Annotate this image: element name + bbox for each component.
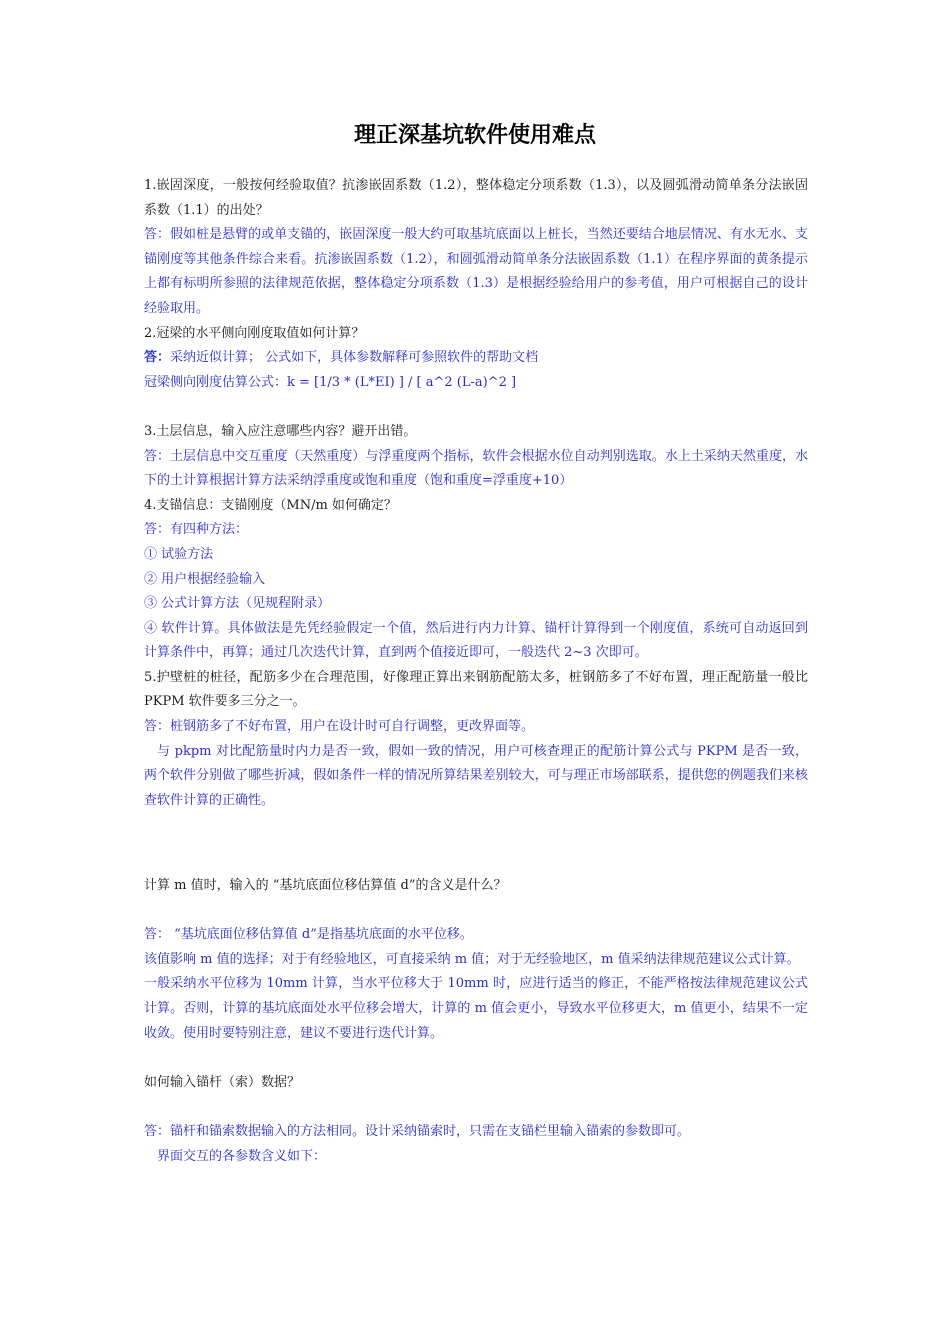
answer-1: 答：假如桩是悬臂的或单支锚的，嵌固深度一般大约可取基坑底面以上桩长，当然还要结合地层情况、有水无水、支锚刚度等其他条件综合来看。抗渗嵌固系数（1.2），和圆弧滑动简单条分法嵌固系数（1.1）在程序界面的黄条提示上都有标明所参照的法律规范依据，整体稳定分项系数（1.3）是根据经验给用户的参考值，用户可根据自己的设计经验取用。 [144,227,808,316]
answer-4-method-2: ② 用户根据经验输入 [144,571,266,587]
answer-2-prefix: 答： [144,350,171,366]
answer-4-method-4: ④ 软件计算。具体做法是先凭经验假定一个值，然后进行内力计算、锚杆计算得到一个刚度值，系统可自动返回到计算条件中，再算；通过几次迭代计算，直到两个值接近即可，一般迭代 2~3 次即可。 [144,620,808,661]
answer-4-intro: 答：有四种方法： [144,522,249,538]
answer-4-method-3: ③ 公式计算方法（见规程附录） [144,596,331,612]
answer-6-1: 答： “基坑底面位移估算值 d”是指基坑底面的水平位移。 [144,927,473,943]
answer-2 [144,346,808,371]
question-7: 如何输入锚杆（索）数据？ [144,1074,301,1090]
answer-6-2: 该值影响 m 值的选择；对于有经验地区，可直接采纳 m 值；对于无经验地区，m 值采纳法律规范建议公式计算。 [144,951,800,967]
spacer [144,849,808,874]
question-6: 计算 m 值时，输入的 “基坑底面位移估算值 d”的含义是什么？ [144,878,507,894]
question-2: 2.冠梁的水平侧向刚度取值如何计算？ [144,325,365,341]
spacer [144,1095,808,1120]
question-1: 1.嵌固深度，一般按何经验取值？抗渗嵌固系数（1.2），整体稳定分项系数（1.3），以及圆弧滑动简单条分法嵌固系数（1.1）的出处？ [144,178,808,218]
spacer [144,899,808,924]
answer-7-1: 答：锚杆和锚索数据输入的方法相同。设计采纳锚索时，只需在支锚栏里输入锚索的参数即可。 [144,1123,691,1139]
answer-3: 答：土层信息中交互重度（天然重度）与浮重度两个指标，软件会根据水位自动判别选取。水上土采纳天然重度，水下的土计算根据计算方法采纳浮重度或饱和重度（饱和重度=浮重度+10） [144,448,808,489]
answer-2-formula: 冠梁侧向刚度估算公式：k = [1/3 * (L*EI) ] / [ a^2 (L-a)^2 ] [144,374,517,390]
document-title: 理正深基坑软件使用难点 [353,123,596,148]
answer-5: 答：桩钢筋多了不好布置，用户在设计时可自行调整，更改界面等。 [144,719,535,735]
question-5: 5.护壁桩的桩径，配筋多少在合理范围，好像理正算出来钢筋配筋太多，桩钢筋多了不好布置，理正配筋量一般比 PKPM 软件要多三分之一。 [144,669,808,710]
answer-5-detail: 与 pkpm 对比配筋量时内力是否一致，假如一致的情况，用户可核查理正的配筋计算公式与 PKPM 是否一致，两个软件分别做了哪些折减，假如条件一样的情况所算结果差别较大，可与理正市场部联系，提供您的例题我们来核查软件计算的正确性。 [144,743,808,808]
answer-2-text: 采纳近似计算； 公式如下，具体参数解释可参照软件的帮助文档 [170,350,539,366]
document-body [144,174,808,1169]
spacer [144,813,808,849]
spacer [144,395,808,420]
answer-4-method-1: ① 试验方法 [144,546,214,562]
spacer [144,1046,808,1071]
answer-7-2: 界面交互的各参数含义如下： [157,1148,327,1164]
question-3: 3.土层信息，输入应注意哪些内容？避开出错。 [144,423,417,439]
answer-6-3: 一般采纳水平位移为 10mm 计算，当水平位移大于 10mm 时，应进行适当的修正，不能严格按法律规范建议公式计算。否则，计算的基坑底面处水平位移会增大，计算的 m 值会更小，导致水平位移更大，m 值更小，结果不一定收敛。使用时要特别注意，建议不要进行迭代计算。 [144,976,808,1041]
question-4: 4.支锚信息：支锚刚度（MN/m 如何确定？ [144,497,397,513]
